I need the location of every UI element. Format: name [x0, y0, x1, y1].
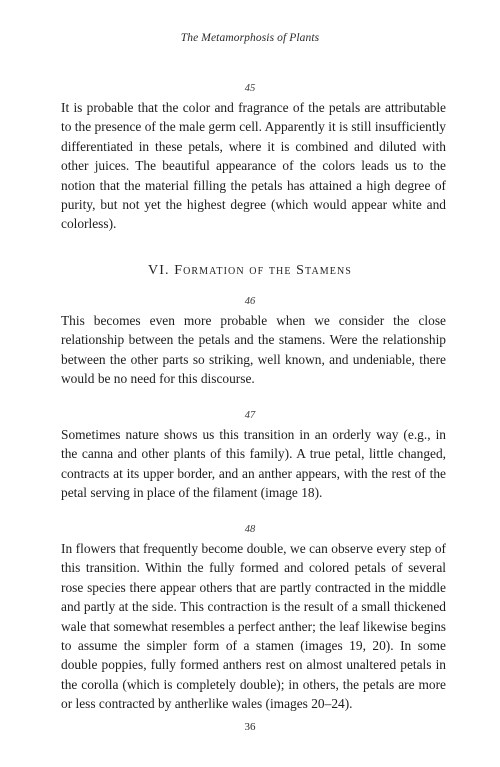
- paragraph-number-46: 46: [244, 296, 256, 307]
- section-heading: VI. Formation of the Stamens: [148, 263, 352, 278]
- paragraph-48: In flowers that frequently become double, we can observe every step of this transition. Within the fully formed and colored petals of several rose species there appear others that are partly contracted in the middle and partly at the side. This contraction is the result of a small thickened wale that somewhat resembles a perfect anther; the leaf likewise begins to assume the simpler form of a stamen (images 19, 20). In some double poppies, fully formed anthers rest on almost unaltered petals in the corolla (which is completely double); in others, the petals are more or less contracted by antherlike wales (images 20–24).: [61, 541, 446, 712]
- paragraph-47: Sometimes nature shows us this transition in an orderly way (e.g., in the canna and other plants of this family). A true petal, little changed, contracts at its upper border, and an anther appears, with the rest of the petal serving in place of the filament (image 18).: [61, 427, 446, 501]
- paragraph-number-47: 47: [244, 410, 256, 421]
- paragraph-45: It is probable that the color and fragrance of the petals are attributable to the presence of the male germ cell. Apparently it is still insufficiently differentiated in these petals, where it is combined and diluted with other juices. The beautiful appearance of the colors leads us to the notion that the material filling the petals has attained a high degree of purity, but not yet the highest degree (which would appear white and colorless).: [61, 100, 446, 232]
- running-head: The Metamorphosis of Plants: [180, 32, 320, 44]
- paragraph-number-48: 48: [244, 524, 256, 535]
- paragraph-46: This becomes even more probable when we consider the close relationship between the petals and the stamens. Were the relationship between the other parts so striking, well known, and undeniable, there would be no need for this discourse.: [61, 313, 446, 387]
- paragraph-number-45: 45: [244, 83, 256, 94]
- page-number: 36: [244, 721, 256, 733]
